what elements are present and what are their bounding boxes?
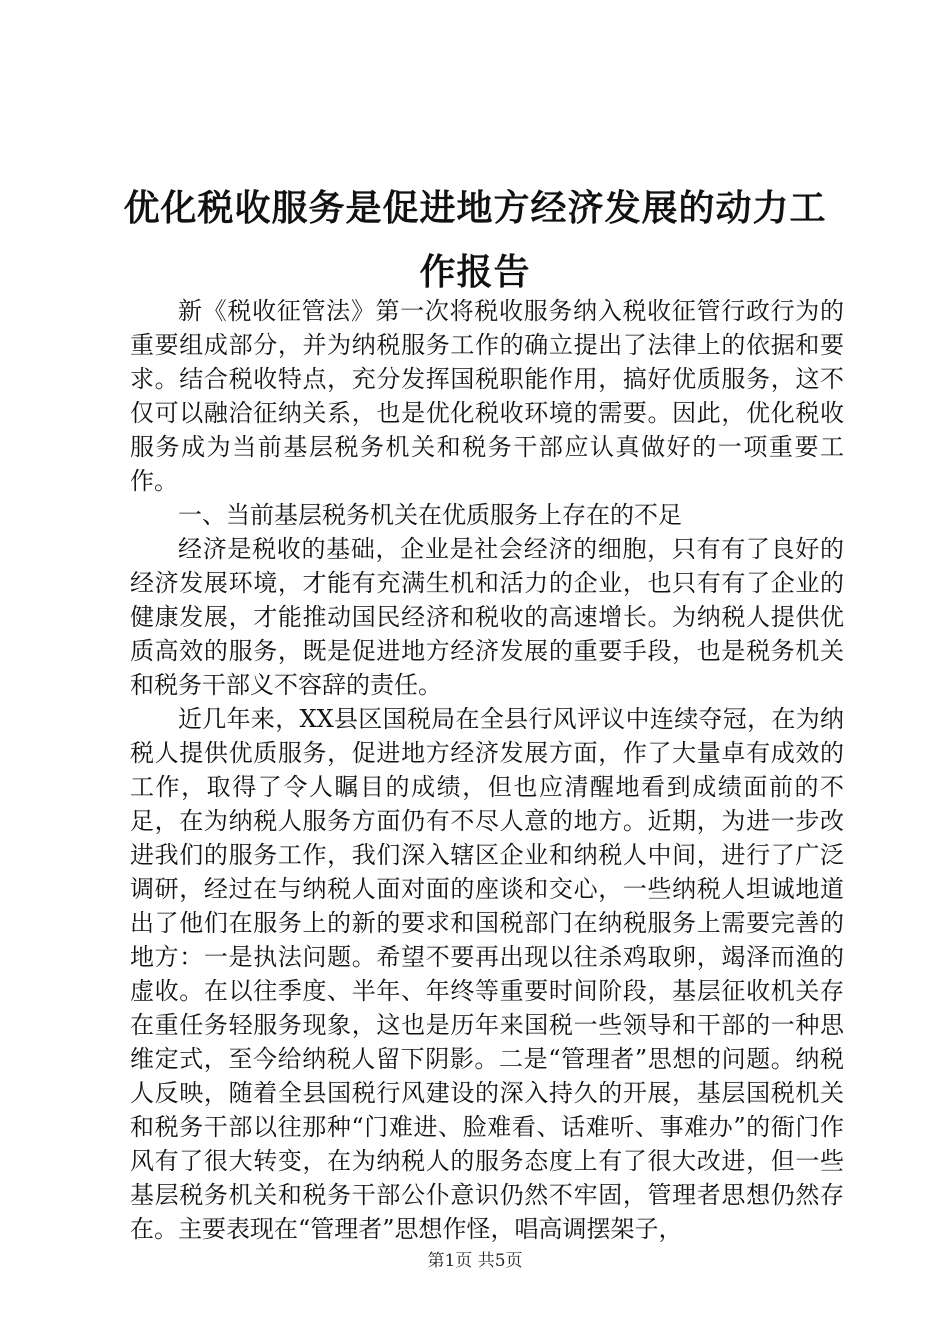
paragraph-intro: 新《税收征管法》第一次将税收服务纳入税收征管行政行为的重要组成部分，并为纳税服务工作的确立提出了法律上的依据和要求。结合税收特点，充分发挥国税职能作用，搞好优质服务，这不仅可以融洽征纳关系，也是优化税收环境的需要。因此，优化税收服务成为当前基层税务机关和税务干部应认真做好的一项重要工作。 xyxy=(130,297,844,495)
paragraph-economy: 经济是税收的基础，企业是社会经济的细胞，只有有了良好的经济发展环境，才能有充满生机和活力的企业，也只有有了企业的健康发展，才能推动国民经济和税收的高速增长。为纳税人提供优质高效的服务，既是促进地方经济发展的重要手段，也是税务机关和税务干部义不容辞的责任。 xyxy=(130,535,844,699)
section-heading-1: 一、当前基层税务机关在优质服务上存在的不足 xyxy=(178,501,682,529)
paragraph-recent-years: 近几年来，XX县区国税局在全县行风评议中连续夺冠，在为纳税人提供优质服务，促进地方经济发展方面，作了大量卓有成效的工作，取得了令人瞩目的成绩，但也应清醒地看到成绩面前的不足，在为纳税人服务方面仍有不尽人意的地方。近期，为进一步改进我们的服务工作，我们深入辖区企业和纳税人中间，进行了广泛调研，经过在与纳税人面对面的座谈和交心，一些纳税人坦诚地道出了他们在服务上的新的要求和国税部门在纳税服务上需要完善的地方：一是执法问题。希望不要再出现以往杀鸡取卵，竭泽而渔的虚收。在以往季度、半年、年终等重要时间阶段，基层征收机关存在重任务轻服务现象，这也是历年来国税一些领导和干部的一种思维定式，至今给纳税人留下阴影。二是“管理者”思想的问题。纳税人反映，随着全县国税行风建设的深入持久的开展，基层国税机关和税务干部以往那种“门难进、脸难看、话难听、事难办”的衙门作风有了很大转变，在为纳税人的服务态度上有了很大改进，但一些基层税务机关和税务干部公仆意识仍然不牢固，管理者思想仍然存在。主要表现在“管理者”思想作怪，唱高调摆架子， xyxy=(130,705,844,1243)
page-footer: 第1页 共5页 xyxy=(427,1251,523,1271)
document-title: 优化税收服务是促进地方经济发展的动力工作报告 xyxy=(123,187,827,293)
document-body xyxy=(130,294,844,1246)
